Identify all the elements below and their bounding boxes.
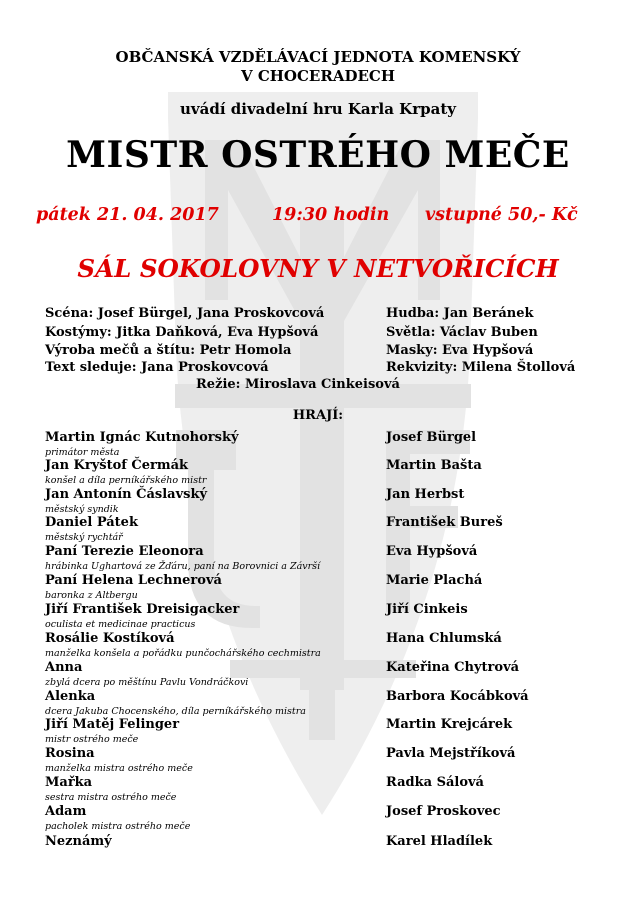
credit-lights: Světla: Václav Buben bbox=[386, 325, 538, 340]
actor-name: Martin Krejcárek bbox=[386, 717, 513, 732]
role-description: městský rychtář bbox=[45, 532, 123, 543]
actor-name: Barbora Kocábková bbox=[386, 689, 529, 704]
actor-name: Pavla Mejstříková bbox=[386, 746, 516, 761]
credit-props: Rekvizity: Milena Štollová bbox=[386, 360, 576, 375]
actor-name: Martin Bašta bbox=[386, 458, 482, 473]
credit-director: Režie: Miroslava Cinkeisová bbox=[196, 377, 400, 392]
organizer-location: V CHOCERADECH bbox=[240, 67, 396, 85]
event-venue: SÁL SOKOLOVNY V NETVOŘICÍCH bbox=[77, 254, 559, 283]
credit-swords: Výroba mečů a štítu: Petr Homola bbox=[45, 343, 292, 358]
role-description: baronka z Altbergu bbox=[45, 590, 138, 601]
role-name: Anna bbox=[45, 660, 83, 675]
role-name: Paní Terezie Eleonora bbox=[45, 544, 204, 559]
play-title: MISTR OSTRÉHO MEČE bbox=[66, 134, 570, 176]
role-name: Jiří František Dreisigacker bbox=[45, 602, 240, 617]
role-name: Jan Antonín Čáslavský bbox=[45, 487, 208, 502]
actor-name: František Bureš bbox=[386, 515, 503, 530]
role-description: dcera Jakuba Chocenského, díla perníkářského mistra bbox=[45, 706, 306, 717]
actor-name: Hana Chlumská bbox=[386, 631, 502, 646]
credit-prompter: Text sleduje: Jana Proskovcová bbox=[45, 360, 269, 375]
credit-costumes: Kostýmy: Jitka Daňková, Eva Hypšová bbox=[45, 325, 319, 340]
actor-name: Marie Plachá bbox=[386, 573, 483, 588]
role-name: Jiří Matěj Felinger bbox=[45, 717, 180, 732]
role-description: oculista et medicinae practicus bbox=[45, 619, 196, 630]
event-date: pátek 21. 04. 2017 bbox=[36, 205, 219, 225]
event-time: 19:30 hodin bbox=[272, 205, 390, 225]
role-description: konšel a díla perníkářského mistr bbox=[45, 475, 207, 486]
role-description: sestra mistra ostrého meče bbox=[45, 792, 177, 803]
role-name: Neznámý bbox=[45, 834, 112, 849]
role-description: manželka mistra ostrého meče bbox=[45, 763, 193, 774]
actor-name: Jiří Cinkeis bbox=[386, 602, 468, 617]
actor-name: Josef Proskovec bbox=[386, 804, 501, 819]
actor-name: Eva Hypšová bbox=[386, 544, 478, 559]
role-name: Rosina bbox=[45, 746, 95, 761]
cast-heading: HRAJÍ: bbox=[292, 408, 344, 423]
credit-masks: Masky: Eva Hypšová bbox=[386, 343, 534, 358]
role-name: Paní Helena Lechnerová bbox=[45, 573, 222, 588]
role-name: Alenka bbox=[45, 689, 96, 704]
role-name: Jan Kryštof Čermák bbox=[45, 458, 189, 473]
role-name: Adam bbox=[45, 804, 87, 819]
actor-name: Radka Sálová bbox=[386, 775, 484, 790]
presents-line: uvádí divadelní hru Karla Krpaty bbox=[180, 100, 456, 118]
organizer-name: OBČANSKÁ VZDĚLÁVACÍ JEDNOTA KOMENSKÝ bbox=[115, 48, 521, 66]
actor-name: Josef Bürgel bbox=[386, 430, 477, 445]
role-name: Mařka bbox=[45, 775, 93, 790]
role-description: primátor města bbox=[45, 447, 120, 458]
role-name: Rosálie Kostíková bbox=[45, 631, 175, 646]
role-name: Daniel Pátek bbox=[45, 515, 138, 530]
role-description: městský syndik bbox=[45, 504, 119, 515]
role-description: mistr ostrého meče bbox=[45, 734, 139, 745]
credit-music: Hudba: Jan Beránek bbox=[386, 306, 534, 321]
event-admission: vstupné 50,- Kč bbox=[425, 205, 578, 225]
role-description: manželka konšela a pořádku punčochářského cechmistra bbox=[45, 648, 321, 659]
event-info bbox=[0, 205, 636, 227]
actor-name: Karel Hladílek bbox=[386, 834, 493, 849]
actor-name: Kateřina Chytrová bbox=[386, 660, 520, 675]
role-description: zbylá dcera po měštínu Pavlu Vondráčkovi bbox=[45, 677, 249, 688]
role-name: Martin Ignác Kutnohorský bbox=[45, 430, 239, 445]
actor-name: Jan Herbst bbox=[386, 487, 465, 502]
credit-scene: Scéna: Josef Bürgel, Jana Proskovcová bbox=[45, 306, 325, 321]
role-description: hrábinka Ughartová ze Žďáru, paní na Borovnici a Závrší bbox=[45, 561, 321, 572]
role-description: pacholek mistra ostrého meče bbox=[45, 821, 191, 832]
